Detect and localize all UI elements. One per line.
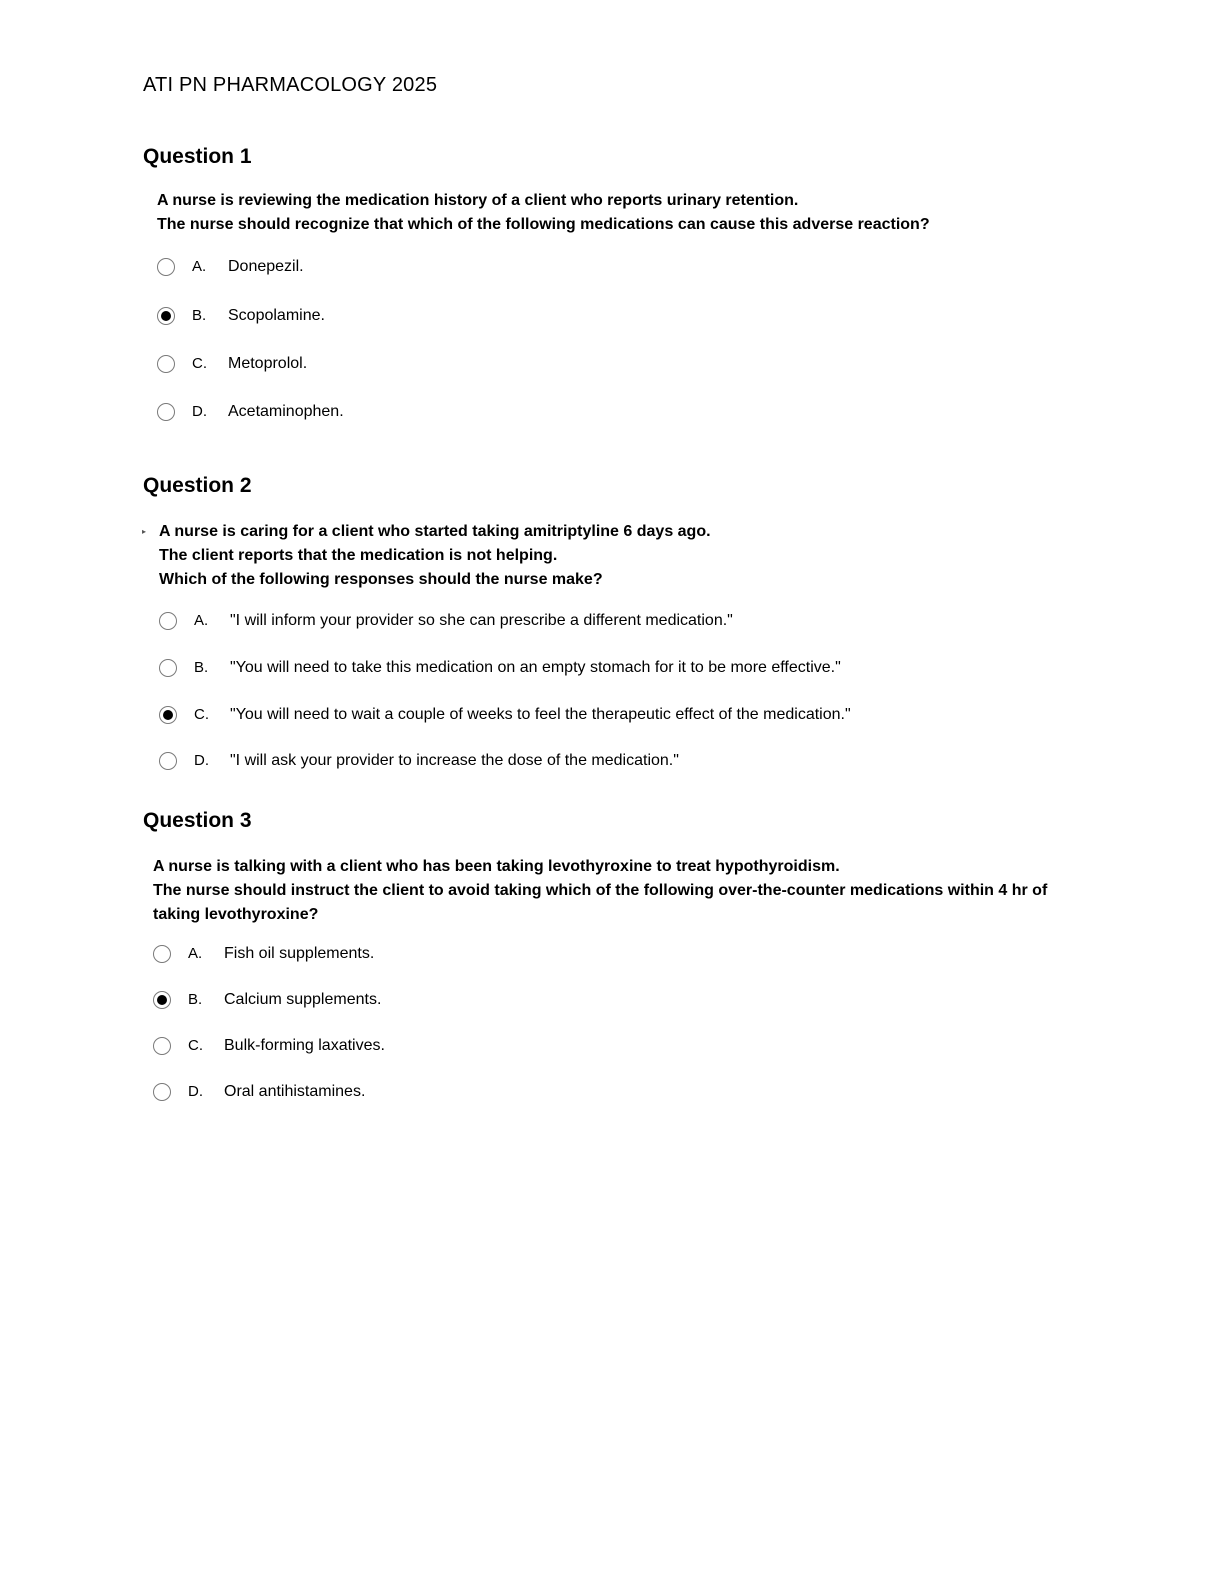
question-3-heading: Question 3 bbox=[143, 809, 252, 832]
option-text: Oral antihistamines. bbox=[224, 1083, 366, 1100]
radio-button-selected[interactable] bbox=[157, 307, 175, 325]
option-letter: A. bbox=[192, 258, 207, 275]
question-2-stem-line: Which of the following responses should the nurse make? bbox=[159, 571, 603, 588]
option-text: Calcium supplements. bbox=[224, 991, 382, 1008]
option-letter: D. bbox=[188, 1083, 203, 1100]
radio-button[interactable] bbox=[157, 355, 175, 373]
option-letter: B. bbox=[188, 991, 203, 1008]
question-1-stem-line: A nurse is reviewing the medication history of a client who reports urinary retention. bbox=[157, 192, 799, 209]
option-letter: D. bbox=[194, 752, 209, 769]
option-letter: B. bbox=[194, 659, 209, 676]
option-text: "You will need to take this medication on an empty stomach for it to be more effective." bbox=[230, 659, 841, 676]
option-text: Fish oil supplements. bbox=[224, 945, 375, 962]
radio-button[interactable] bbox=[153, 1037, 171, 1055]
question-1-stem-line: The nurse should recognize that which of the following medications can cause this adverse reaction? bbox=[157, 216, 930, 233]
bullet-icon: ▸ bbox=[142, 527, 147, 536]
option-text: Donepezil. bbox=[228, 258, 304, 275]
question-3-stem-line: The nurse should instruct the client to avoid taking which of the following over-the-counter medications within 4 hr of bbox=[153, 882, 1048, 899]
radio-button[interactable] bbox=[157, 403, 175, 421]
option-letter: C. bbox=[194, 706, 209, 723]
option-text: "You will need to wait a couple of weeks to feel the therapeutic effect of the medication." bbox=[230, 706, 851, 723]
option-letter: C. bbox=[192, 355, 207, 372]
radio-button[interactable] bbox=[153, 945, 171, 963]
option-text: Scopolamine. bbox=[228, 307, 325, 324]
radio-button[interactable] bbox=[159, 612, 177, 630]
option-letter: A. bbox=[194, 612, 209, 629]
option-text: "I will inform your provider so she can prescribe a different medication." bbox=[230, 612, 733, 629]
question-2-stem-line: A nurse is caring for a client who started taking amitriptyline 6 days ago. bbox=[159, 523, 711, 540]
radio-button-selected[interactable] bbox=[153, 991, 171, 1009]
option-text: Metoprolol. bbox=[228, 355, 308, 372]
option-text: Acetaminophen. bbox=[228, 403, 344, 420]
radio-button[interactable] bbox=[159, 752, 177, 770]
option-letter: C. bbox=[188, 1037, 203, 1054]
radio-button[interactable] bbox=[157, 258, 175, 276]
question-2-stem bbox=[159, 520, 711, 592]
document-title: ATI PN PHARMACOLOGY 2025 bbox=[143, 74, 438, 96]
option-letter: B. bbox=[192, 307, 207, 324]
radio-button[interactable] bbox=[159, 659, 177, 677]
option-letter: D. bbox=[192, 403, 207, 420]
option-text: Bulk-forming laxatives. bbox=[224, 1037, 385, 1054]
option-text: "I will ask your provider to increase the dose of the medication." bbox=[230, 752, 679, 769]
radio-button[interactable] bbox=[153, 1083, 171, 1101]
question-3-stem-line: taking levothyroxine? bbox=[153, 906, 319, 923]
question-3-stem-line: A nurse is talking with a client who has been taking levothyroxine to treat hypothyroidism. bbox=[153, 858, 840, 875]
question-1-heading: Question 1 bbox=[143, 145, 252, 168]
radio-button-selected[interactable] bbox=[159, 706, 177, 724]
question-1-stem bbox=[157, 189, 930, 237]
question-3-stem bbox=[153, 855, 1047, 927]
question-2-stem-line: The client reports that the medication is not helping. bbox=[159, 547, 558, 564]
question-2-heading: Question 2 bbox=[143, 474, 252, 497]
option-letter: A. bbox=[188, 945, 203, 962]
